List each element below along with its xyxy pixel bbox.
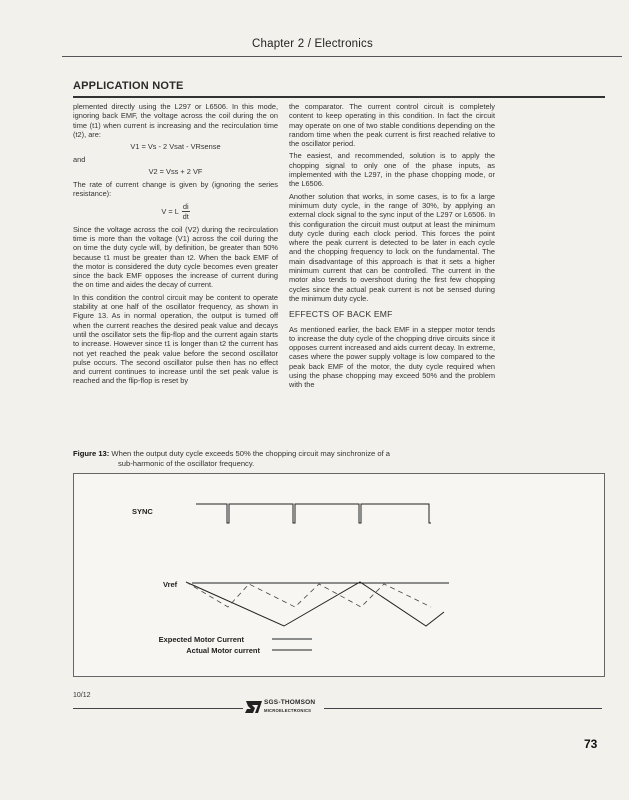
- equation-lhs: V = L: [161, 206, 179, 216]
- paragraph: The rate of current change is given by (ignoring the series resistance):: [73, 180, 278, 199]
- header-rule: [62, 56, 622, 57]
- figure-caption: [73, 449, 593, 469]
- logo-subtitle: MICROELECTRONICS: [264, 708, 312, 713]
- logo-name: SGS-THOMSON: [264, 699, 316, 706]
- paragraph: Since the voltage across the coil (V2) during the recirculation time is more than the voltage (V1) across the coil during the on time the duty cycle will, by definition, be greater than 50% because t1 must be greater than t2. When the back EMF of the motor is considered the duty cycle becomes even greater since the back EMF opposes the increase of current during the on time and aides the decay of current.: [73, 224, 278, 290]
- sync-label: SYNC: [132, 507, 153, 516]
- section-heading-back-emf: EFFECTS OF BACK EMF: [289, 309, 393, 320]
- footer-rule-left: [73, 708, 243, 709]
- fraction-numerator: di: [182, 201, 189, 211]
- footer-rule-right: [324, 708, 602, 709]
- figure-caption-line1: When the output duty cycle exceeds 50% the chopping circuit may sinchronize of a: [111, 449, 391, 458]
- vref-label: Vref: [163, 580, 178, 589]
- paragraph: As mentioned earlier, the back EMF in a stepper motor tends to increase the duty cycle of the chopping drive circuits since it opposes current increased and aids current decay. In extreme, cases where the power supply voltage is low compared to the peak back EMF of the motor, the duty cycle required when using the phase chopping may exceed 50% and the problem with the: [289, 324, 495, 390]
- equation-didt: [73, 202, 278, 221]
- legend-actual-label: Actual Motor current: [186, 646, 260, 655]
- fraction-denominator: dt: [182, 211, 189, 221]
- chapter-header: Chapter 2 / Electronics: [252, 38, 373, 50]
- section-title: APPLICATION NOTE: [73, 80, 184, 92]
- paragraph: Another solution that works, in some cases, is to fix a large minimum duty cycle, in the range of 30%, by applying an external clock signal to the sync input of the L297 or L6506. In this configuration the circuit must output at least the minimum duty cycle during each clock period. This forces the point where the peak current is detected to be later in each cycle and the chopping frequency to lock on the fundamental. The main disadvantage of this approach is that it sets a higher minimum current that can be controlled. The current in the motor also tends to overshoot during the first few chopping cycles since the actual peak current is not be sensed during the minimum duty cycle.: [289, 191, 495, 303]
- equation-v2: V2 = Vss + 2 VF: [148, 166, 203, 176]
- section-rule: [73, 96, 605, 98]
- page-reference: 10/12: [73, 692, 91, 699]
- figure-label: Figure 13:: [73, 449, 110, 458]
- page-number: 73: [584, 737, 598, 751]
- sync-waveform: [196, 504, 431, 523]
- expected-current-waveform: [186, 582, 431, 607]
- equation-v1: V1 = Vs - 2 Vsat - VRsense: [130, 142, 221, 152]
- legend-expected-label: Expected Motor Current: [158, 635, 244, 644]
- right-column: [289, 102, 495, 393]
- actual-current-waveform: [186, 582, 444, 626]
- fraction: [182, 202, 190, 221]
- paragraph: In this condition the control circuit may be content to operate stability at one half of the oscillator frequency, as shown in Figure 13. As in normal operation, the output is turned off when the current reaches the desired peak value and decays until the oscillator sets the flip-flop and the current again starts to increase. However since t1 is longer than t2 the current has not yet reached the peak value before the second oscillator pulse occurs. The second oscillator pulse then has no effect and current continues to increase until the set peak value is reached and the flip-flop is reset by: [73, 292, 278, 386]
- figure-caption-line2: sub-harmonic of the oscillator frequency.: [118, 459, 255, 468]
- left-column: [73, 102, 278, 389]
- paragraph: the comparator. The current control circuit is completely content to keep operating in this condition. In fact the circuit may operate on one of two stable conditions depending on the random time when the peak current is first reached relative to the oscillator period.: [289, 102, 495, 149]
- paragraph: plemented directly using the L297 or L6506. In this mode, ignoring back EMF, the voltage across the coil during the on time (t1) when current is increasing and the recirculation time (t2), are:: [73, 102, 278, 139]
- timing-diagram: [74, 474, 606, 678]
- paragraph: The easiest, and recommended, solution is to apply the chopping signal to only one of the phase inputs, as implemented with the L297, in the phase chopping mode, or the L6506.: [289, 151, 495, 189]
- conjunction-text: and: [73, 155, 86, 165]
- figure-13: [73, 473, 605, 677]
